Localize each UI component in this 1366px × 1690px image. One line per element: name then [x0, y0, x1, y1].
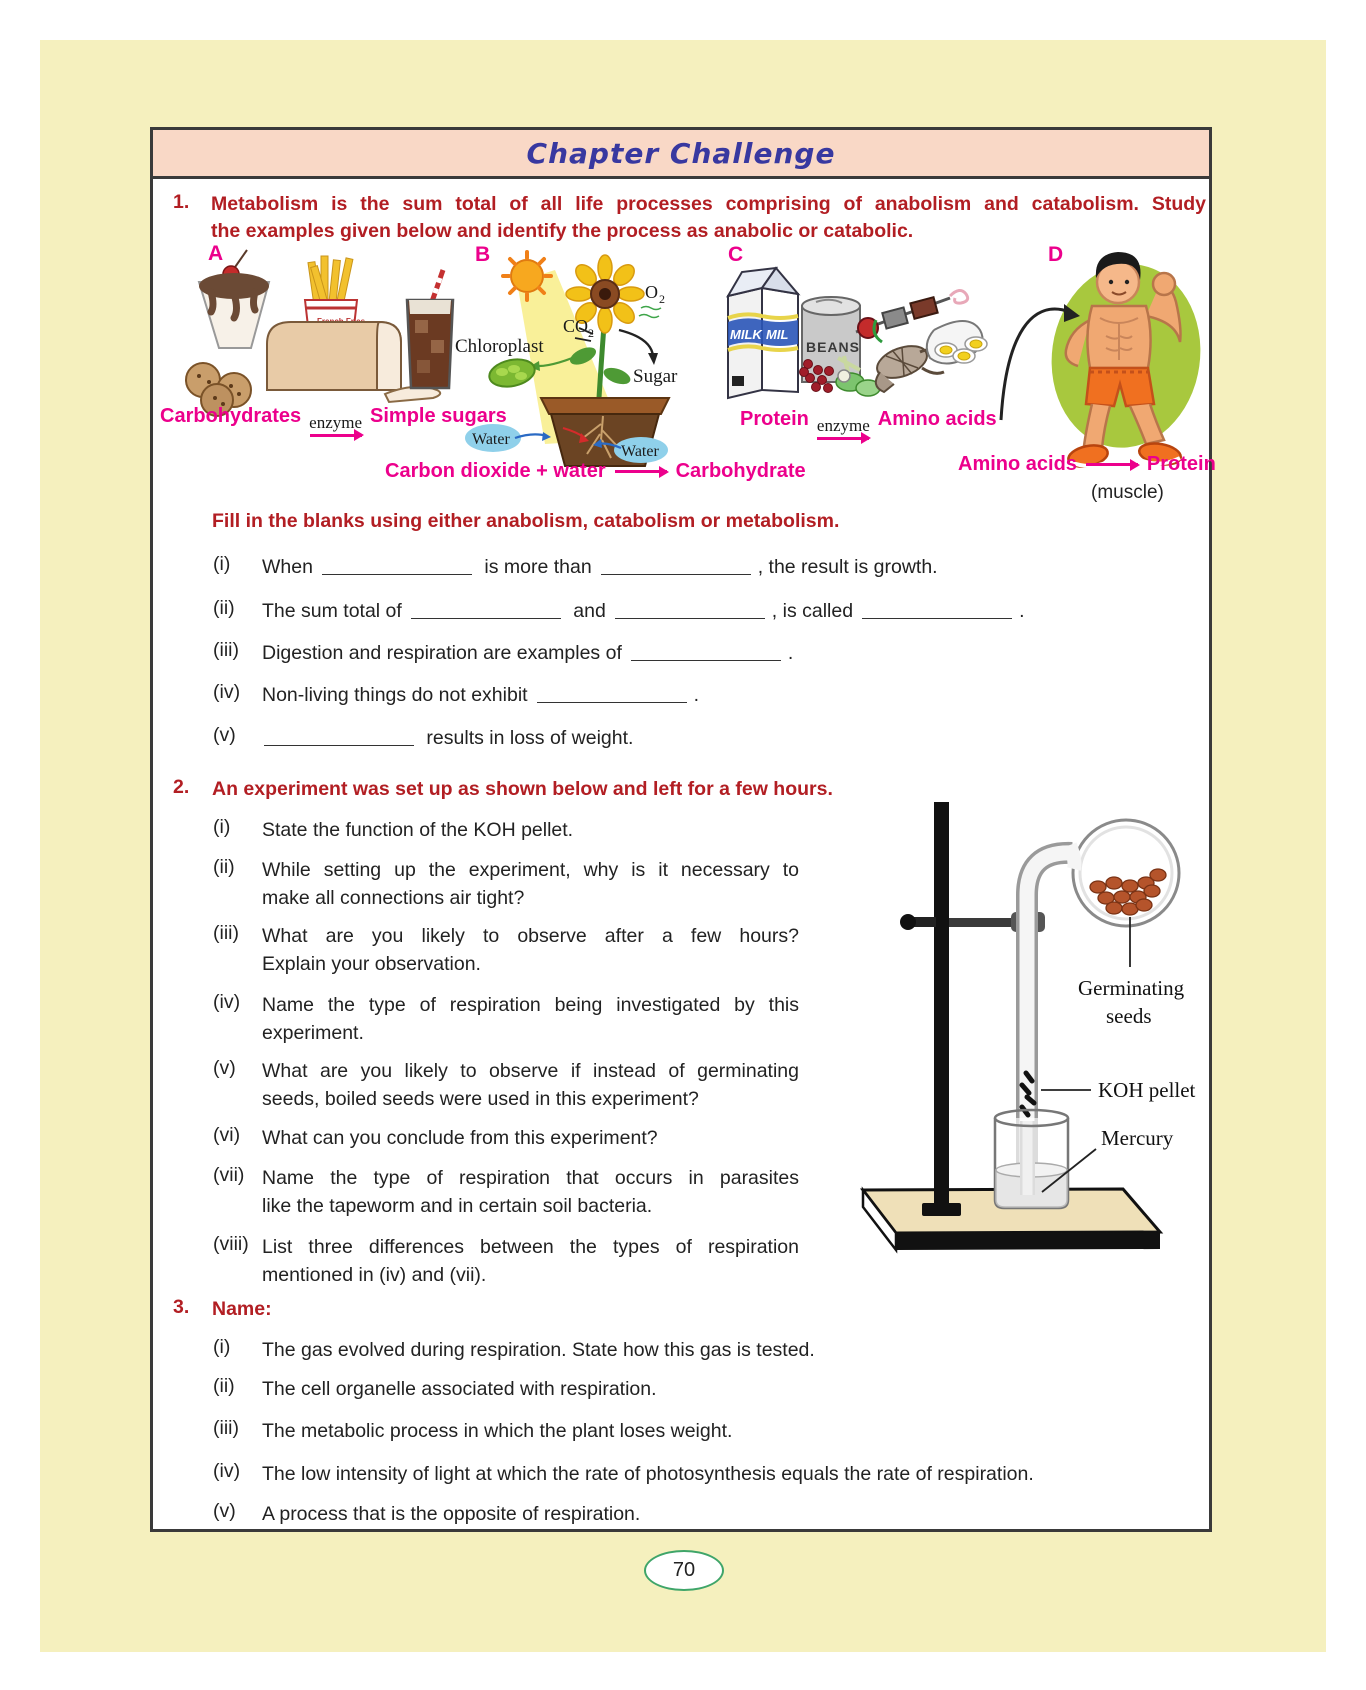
q3-v-text: A process that is the opposite of respiration.	[262, 1503, 641, 1525]
q2-vi-number: (vi)	[213, 1124, 241, 1146]
eq-a-arrow-icon	[310, 434, 362, 437]
q2-vii-text: Name the type of respiration that occurs in parasites like the tapeworm and in certain soil bacteria.	[262, 1167, 799, 1217]
equation-a	[160, 405, 507, 437]
photosynthesis-illustration	[455, 234, 677, 474]
fib-ii-text: The sum total of and , is called .	[262, 600, 1025, 622]
fib-iv-text: Non-living things do not exhibit .	[262, 684, 699, 706]
content-frame	[150, 127, 1216, 1532]
milk-carton-icon	[728, 268, 798, 398]
milk-label: MILK	[730, 327, 762, 342]
eq-d-lhs: Amino acids	[958, 453, 1077, 475]
equation-c	[740, 408, 997, 440]
eq-b-rhs: Carbohydrate	[675, 460, 806, 482]
eq-d-rhs: Protein	[1146, 453, 1216, 475]
fib-v-text: results in loss of weight.	[262, 724, 633, 752]
page-number: 70	[672, 1559, 696, 1581]
mercury-label: Mercury	[1101, 1126, 1174, 1150]
svg-text:2: 2	[659, 292, 665, 306]
co2-label: CO	[563, 316, 589, 336]
q2-v-number: (v)	[213, 1057, 236, 1079]
muscle-note: (muscle)	[1091, 482, 1164, 503]
example-c-label: C	[728, 243, 744, 266]
eq-a-rhs: Simple sugars	[370, 405, 507, 427]
q2-iv-number: (iv)	[213, 991, 241, 1013]
fib-iv-number: (iv)	[213, 681, 241, 703]
respiration-experiment-apparatus	[808, 745, 1228, 1265]
q3-number: 3.	[173, 1296, 190, 1318]
q1-number: 1.	[173, 191, 190, 213]
eggs-plate-icon	[927, 321, 987, 364]
q3-i-text: The gas evolved during respiration. State how this gas is tested.	[262, 1339, 815, 1361]
sun-icon	[503, 252, 551, 300]
q3-iv-text: The low intensity of light at which the rate of photosynthesis equals the rate of respiration.	[262, 1463, 1034, 1485]
q2-viii-text: List three differences between the types of respiration mentioned in (iv) and (vii).	[262, 1236, 799, 1286]
example-d-label: D	[1048, 243, 1064, 266]
q3-iii-text: The metabolic process in which the plant loses weight.	[262, 1420, 733, 1442]
q2-iii-text: What are you likely to observe after a few hours? Explain your observation.	[262, 925, 799, 975]
q3-i-number: (i)	[213, 1336, 231, 1358]
q3-v-number: (v)	[213, 1500, 236, 1522]
eq-c-rhs: Amino acids	[877, 408, 997, 430]
eq-c-enzyme-label: enzyme	[816, 416, 870, 435]
q2-vii-number: (vii)	[213, 1164, 245, 1186]
sugar-arrow	[619, 330, 653, 356]
q2-ii-text: While setting up the experiment, why is it necessary to make all connections air tight?	[262, 859, 799, 909]
q2-heading: An experiment was set up as shown below and left for a few hours.	[212, 778, 833, 800]
water-right-label: Water	[621, 443, 659, 460]
q3-iv-number: (iv)	[213, 1460, 241, 1482]
milk-side-label: MIL	[766, 327, 789, 342]
fib-ii-blank-1[interactable]	[411, 604, 561, 619]
fib-ii-number: (ii)	[213, 597, 235, 619]
fib-i-number: (i)	[213, 553, 231, 575]
q2-ii-number: (ii)	[213, 856, 235, 878]
page-number-badge	[644, 1550, 724, 1591]
q1-heading	[211, 191, 1206, 245]
fib-i-blank-1[interactable]	[322, 560, 472, 575]
q2-number: 2.	[173, 776, 190, 798]
eq-c-arrow-icon	[817, 437, 869, 440]
q2-v-text: What are you likely to observe if instead of germinating seeds, boiled seeds were used in this experiment?	[262, 1060, 799, 1110]
mercury-beaker	[995, 1110, 1068, 1208]
eq-c-lhs: Protein	[740, 408, 809, 430]
water-left-label: Water	[472, 431, 510, 448]
eq-d-arrow-icon	[1086, 463, 1138, 466]
fib-ii-blank-3[interactable]	[862, 604, 1012, 619]
q2-i-number: (i)	[213, 816, 231, 838]
eq-b-lhs: Carbon dioxide + water	[385, 460, 606, 482]
equation-d	[958, 453, 1216, 476]
q2-iii-number: (iii)	[213, 922, 239, 944]
q3-ii-number: (ii)	[213, 1375, 235, 1397]
fib-iii-number: (iii)	[213, 639, 239, 661]
example-a-label: A	[208, 242, 224, 265]
protein-foods-illustration	[698, 260, 998, 415]
fib-iii-text: Digestion and respiration are examples of .	[262, 642, 794, 664]
o2-label: O	[645, 282, 658, 302]
ice-cream-sundae-icon	[199, 250, 269, 348]
eq-a-lhs: Carbohydrates	[160, 405, 302, 427]
germinating-seeds-label: Germinating	[1078, 976, 1185, 1000]
fib-ii-blank-2[interactable]	[615, 604, 765, 619]
koh-pellet-label: KOH pellet	[1098, 1078, 1196, 1102]
fib-iv-blank-1[interactable]	[537, 688, 687, 703]
equation-b	[385, 460, 806, 483]
fill-intro: Fill in the blanks using either anabolism, catabolism or metabolism.	[212, 510, 840, 532]
stand-rod	[922, 802, 961, 1216]
example-b-label: B	[475, 243, 491, 266]
muscle-man-illustration	[988, 238, 1223, 478]
fib-v-number: (v)	[213, 724, 236, 746]
q3-ii-text: The cell organelle associated with respiration.	[262, 1378, 657, 1400]
q2-iv-text: Name the type of respiration being investigated by this experiment.	[262, 994, 799, 1044]
q1-heading-line2: the examples given below and identify the process as anabolic or catabolic.	[211, 220, 914, 242]
eq-a-enzyme-label: enzyme	[309, 413, 363, 432]
sugar-label: Sugar	[633, 366, 678, 387]
fib-i-text: When is more than , the result is growth.	[262, 556, 938, 578]
q2-vi-text: What can you conclude from this experiment?	[262, 1127, 658, 1149]
germinating-seeds-label-2: seeds	[1106, 1004, 1152, 1028]
svg-text:2: 2	[588, 326, 594, 340]
chloroplast-icon	[487, 356, 537, 391]
eq-b-arrow-icon	[615, 470, 667, 473]
q2-viii-number: (viii)	[213, 1233, 249, 1255]
beans-label: BEANS	[806, 339, 861, 355]
page-title: Chapter Challenge	[526, 136, 836, 170]
page-background	[40, 40, 1326, 1652]
oxygen-squiggles	[639, 307, 661, 318]
chloroplast-label: Chloroplast	[455, 336, 544, 357]
q1-heading-line1: Metabolism is the sum total of all life processes comprising of anabolism and catabolism. Study	[211, 193, 1206, 215]
fib-v-blank-1[interactable]	[264, 731, 414, 746]
q2-i-text: State the function of the KOH pellet.	[262, 819, 574, 841]
title-band	[153, 130, 1209, 179]
fib-iii-blank-1[interactable]	[631, 646, 781, 661]
cola-glass-icon	[407, 270, 453, 388]
fib-i-blank-2[interactable]	[601, 560, 751, 575]
carbohydrate-foods-illustration	[171, 248, 463, 418]
q3-iii-number: (iii)	[213, 1417, 239, 1439]
q3-heading: Name:	[212, 1298, 272, 1320]
